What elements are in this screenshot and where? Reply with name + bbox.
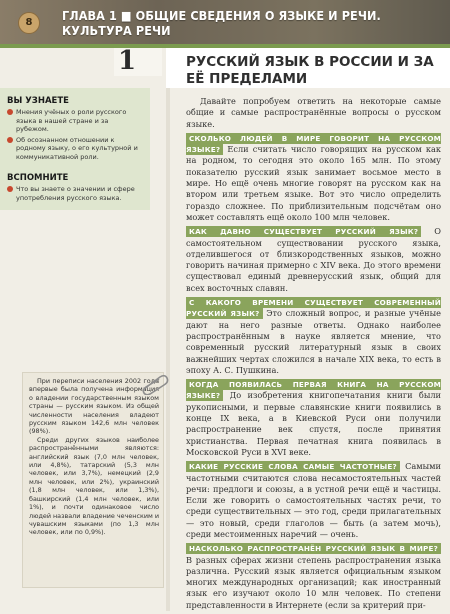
section-paragraph: СКОЛЬКО ЛЮДЕЙ В МИРЕ ГОВОРИТ НА РУССКОМ ЯЗЫКЕ? Если считать число говорящих на русском как на родном, то сегодня это около 165 млн. По этому показателю русский язык занимает восьмое место в мире. Но ещё очень многие говорят на русском как на втором или третьем языке. Вот это число определить гораздо сложнее. По приблизительным подсчётам оно может составлять ещё около 100 млн человек.: [186, 133, 441, 222]
page-number-badge: 8: [18, 12, 40, 34]
question-heading: СКОЛЬКО ЛЮДЕЙ В МИРЕ ГОВОРИТ НА РУССКОМ ЯЗЫКЕ?: [186, 133, 441, 155]
remember-item: Что вы знаете о значении и сфере употребления русского языка.: [7, 185, 143, 202]
note-text: [29, 377, 159, 537]
note-paragraph: При переписи населения 2002 года впервые была получена информация о владении государственным языком страны — русским языком. Из общей численности населения владеют русским языком 142,6 млн человек (98%).: [29, 377, 159, 436]
learn-item: Об осознанном отношении к родному языку, о его культурной и коммуникативной роли.: [7, 136, 143, 162]
note-box: [22, 372, 164, 588]
intro-paragraph: Давайте попробуем ответить на некоторые самые общие и самые распространённые вопросы о русском языке.: [186, 96, 441, 129]
bullet-icon: [7, 109, 13, 115]
question-heading: С КАКОГО ВРЕМЕНИ СУЩЕСТВУЕТ СОВРЕМЕННЫЙ РУССКИЙ ЯЗЫК?: [186, 298, 441, 319]
learn-item: Мнения учёных о роли русского языка в нашей стране и за рубежом.: [7, 108, 143, 134]
section-paragraph: КОГДА ПОЯВИЛАСЬ ПЕРВАЯ КНИГА НА РУССКОМ ЯЗЫКЕ? До изобретения книгопечатания книги были рукописными, и первые славянские книги появились в конце IX века, а в Киевской Руси они получили распространение век спустя, после принятия христианства. Первая печатная книга появилась в Московской Руси в XVI веке.: [186, 380, 441, 457]
question-heading: КАК ДАВНО СУЩЕСТВУЕТ РУССКИЙ ЯЗЫК?: [186, 226, 421, 237]
bullet-icon: [7, 186, 13, 192]
column-divider: [166, 88, 170, 611]
remember-heading: ВСПОМНИТЕ: [7, 173, 69, 183]
learn-heading: ВЫ УЗНАЕТЕ: [7, 96, 69, 106]
main-text: [186, 96, 441, 614]
bullet-icon: [7, 137, 13, 143]
chapter-title: ГЛАВА 1 ■ ОБЩИЕ СВЕДЕНИЯ О ЯЗЫКЕ И РЕЧИ. КУЛЬТУРА РЕЧИ: [62, 8, 381, 38]
question-heading: КАКИЕ РУССКИЕ СЛОВА САМЫЕ ЧАСТОТНЫЕ?: [186, 461, 400, 472]
section-paragraph: С КАКОГО ВРЕМЕНИ СУЩЕСТВУЕТ СОВРЕМЕННЫЙ РУССКИЙ ЯЗЫК? Это сложный вопрос, и разные учёные дают на него разные ответы. Однако наиболее распространённым в науке является мнение, что современный русский литературный язык в своих важнейших чертах сложился в начале XIX века, то есть в эпоху А. С. Пушкина.: [186, 298, 442, 375]
note-paragraph: Среди других языков наиболее распространёнными являются: английский язык (7,0 млн человек, или 4,8%), татарский (5,3 млн человек, или 3,7%), немецкий (2,9 млн человек, или 2%), украинский (1,8 млн человек, или 1,3%), башкирский (1,4 млн человек, или 1%), и почти одинаковое число людей назвали владение чеченским и чувашским языками (по 1,3 млн человек, или по 0,9%).: [29, 435, 159, 537]
lesson-number: 1: [118, 46, 137, 76]
section-paragraph: КАК ДАВНО СУЩЕСТВУЕТ РУССКИЙ ЯЗЫК? О самостоятельном существовании русского языка, отделившегося от близкородственных языков, можно говорить начиная примерно с XIV века. До этого времени существовал единый древнерусский язык, общий для всех восточных славян.: [186, 226, 441, 293]
sidebar-box: [0, 88, 150, 210]
chapter-header: [0, 0, 450, 44]
paperclip-icon: [140, 373, 170, 395]
lesson-title: РУССКИЙ ЯЗЫК В РОССИИ И ЗА ЕЁ ПРЕДЕЛАМИ: [186, 54, 434, 87]
section-paragraph: КАКИЕ РУССКИЕ СЛОВА САМЫЕ ЧАСТОТНЫЕ? Самыми частотными считаются слова несамостоятельных частей речи: предлоги и союзы, а в устной речи ещё и частицы. Если же говорить о самостоятельных частях речи, то среди существительных — это год, среди прилагательных — это новый, среди глаголов — быть (а затем мочь), среди местоименных наречий — очень.: [186, 461, 441, 539]
question-heading: КОГДА ПОЯВИЛАСЬ ПЕРВАЯ КНИГА НА РУССКОМ ЯЗЫКЕ?: [186, 380, 441, 401]
question-heading: НАСКОЛЬКО РАСПРОСТРАНЁН РУССКИЙ ЯЗЫК В МИРЕ?: [186, 543, 441, 554]
section-paragraph: НАСКОЛЬКО РАСПРОСТРАНЁН РУССКИЙ ЯЗЫК В МИРЕ? В разных сферах жизни степень распространения языка различна. Русский язык является официальным языком многих международных организаций; как иностранный язык его изучают около 10 млн человек. По степени представленности в Интернете (если за критерий при-: [186, 544, 441, 610]
